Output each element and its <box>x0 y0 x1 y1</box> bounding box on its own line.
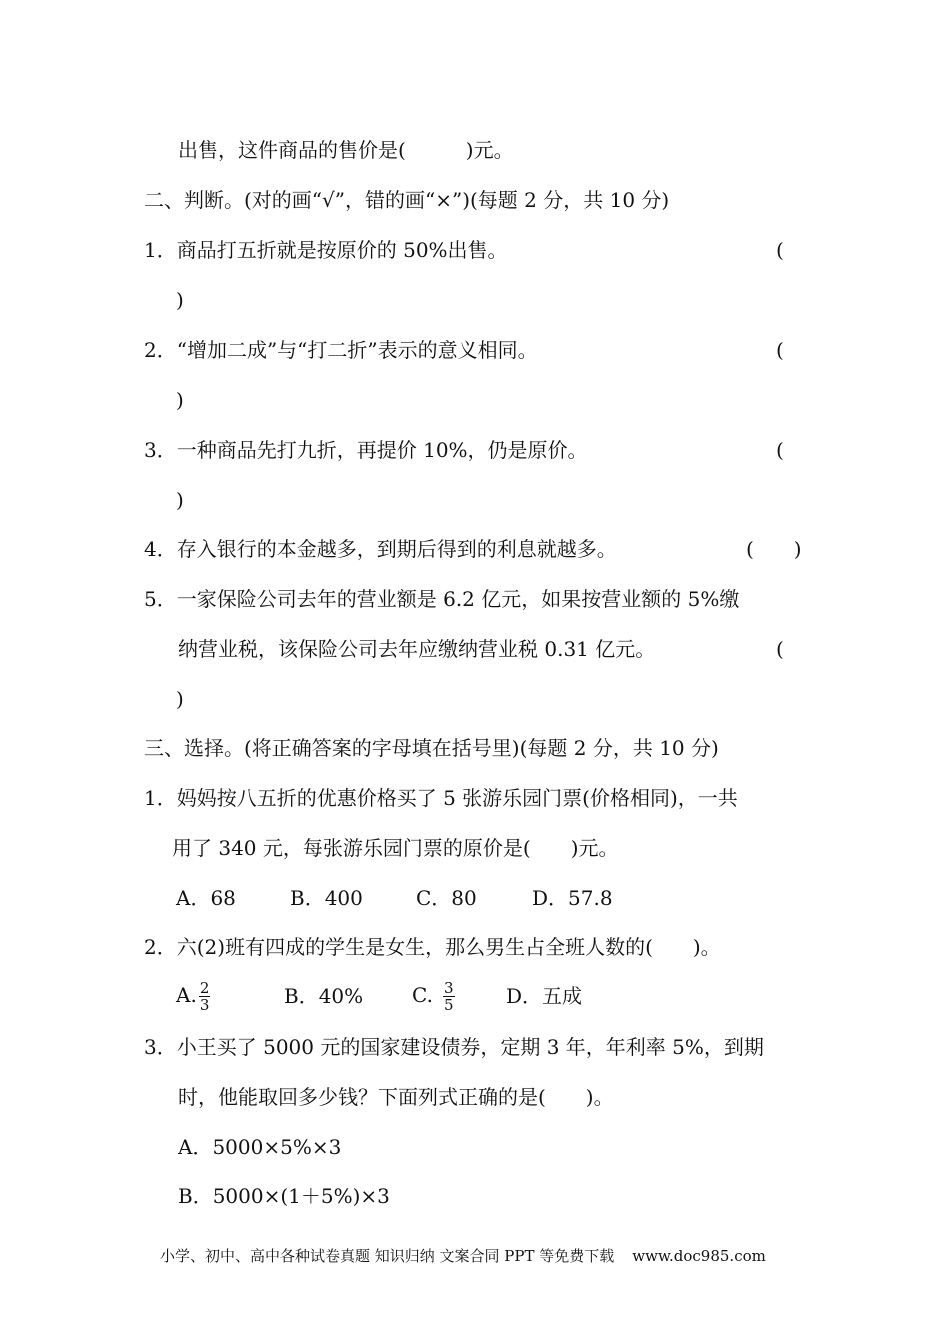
choice-q1-line2: 用了 340 元，每张游乐园门票的原价是( )元。 <box>172 836 619 860</box>
section-one-tail: 出售，这件商品的售价是( )元。 <box>178 138 514 162</box>
judge-item-1-close-bracket: ) <box>176 288 184 312</box>
judge-item-2 <box>144 336 538 364</box>
judge-item-4-number: 4． <box>144 537 177 561</box>
choice-q1 <box>144 784 738 812</box>
choice-q1-option-d: D．57.8 <box>532 886 613 910</box>
choice-q1-option-c: C．80 <box>416 886 477 910</box>
footer-text: 小学、初中、高中各种试卷真题 知识归纳 文案合同 PPT 等免费下载 <box>160 1247 615 1265</box>
choice-q2-option-c-fraction <box>443 980 455 1013</box>
choice-q1-number: 1． <box>144 786 177 810</box>
choice-q2-option-a-numerator: 2 <box>199 979 210 997</box>
judge-item-3 <box>144 436 588 464</box>
choice-q2-option-c-denominator: 5 <box>443 996 454 1014</box>
judge-item-3-number: 3． <box>144 438 177 462</box>
choice-q2-text: 六(2)班有四成的学生是女生，那么男生占全班人数的( )。 <box>176 935 721 959</box>
choice-q2-option-c <box>412 980 457 1013</box>
choice-q3 <box>144 1033 764 1061</box>
judge-item-2-text: “增加二成”与“打二折”表示的意义相同。 <box>176 338 538 362</box>
choice-q2-option-d: D．五成 <box>506 984 583 1008</box>
footer-url[interactable]: www.doc985.com <box>632 1247 766 1265</box>
choice-q2-option-a-denominator: 3 <box>199 996 210 1014</box>
judge-item-5-line2: 纳营业税，该保险公司去年应缴纳营业税 0.31 亿元。 <box>178 637 656 661</box>
choice-q1-option-b: B．400 <box>290 886 363 910</box>
section-three-heading: 三、选择。(将正确答案的字母填在括号里)(每题 2 分，共 10 分) <box>144 736 719 760</box>
judge-item-5-open-bracket: ( <box>776 637 784 661</box>
choice-q2-option-a <box>176 980 212 1013</box>
choice-q2-option-a-fraction <box>199 980 211 1013</box>
judge-item-1-open-bracket: ( <box>776 238 784 262</box>
choice-q3-option-a: A．5000×5%×3 <box>178 1135 342 1159</box>
judge-item-1 <box>144 236 508 264</box>
choice-q3-number: 3． <box>144 1035 177 1059</box>
judge-item-2-open-bracket: ( <box>776 338 784 362</box>
judge-item-5 <box>144 585 739 613</box>
judge-item-1-number: 1． <box>144 238 177 262</box>
page-footer <box>160 1245 766 1267</box>
judge-item-4 <box>144 535 617 563</box>
choice-q3-option-b: B．5000×(1＋5%)×3 <box>178 1184 390 1208</box>
judge-item-1-text: 商品打五折就是按原价的 50%出售。 <box>176 238 508 262</box>
judge-item-3-text: 一种商品先打九折，再提价 10%，仍是原价。 <box>176 438 588 462</box>
judge-item-3-open-bracket: ( <box>776 438 784 462</box>
judge-item-3-close-bracket: ) <box>176 488 184 512</box>
judge-item-5-text: 一家保险公司去年的营业额是 6.2 亿元，如果按营业额的 5%缴 <box>176 587 740 611</box>
choice-q1-option-a: A．68 <box>176 886 236 910</box>
judge-item-5-number: 5． <box>144 587 177 611</box>
judge-item-2-number: 2． <box>144 338 177 362</box>
judge-item-4-bracket: ( ) <box>746 537 802 561</box>
choice-q2-option-c-label: C. <box>412 983 433 1007</box>
choice-q2-option-a-label: A. <box>176 983 197 1007</box>
choice-q3-text: 小王买了 5000 元的国家建设债券，定期 3 年，年利率 5%，到期 <box>176 1035 764 1059</box>
judge-item-2-close-bracket: ) <box>176 388 184 412</box>
judge-item-5-close-bracket: ) <box>176 687 184 711</box>
judge-item-4-text: 存入银行的本金越多，到期后得到的利息就越多。 <box>176 537 617 561</box>
choice-q1-text: 妈妈按八五折的优惠价格买了 5 张游乐园门票(价格相同)，一共 <box>176 786 738 810</box>
choice-q2-option-b: B．40% <box>284 984 364 1008</box>
choice-q2-option-c-numerator: 3 <box>443 979 454 997</box>
choice-q3-line2: 时，他能取回多少钱？下面列式正确的是( )。 <box>178 1085 614 1109</box>
choice-q2 <box>144 933 721 961</box>
section-two-heading: 二、判断。(对的画“√”，错的画“×”)(每题 2 分，共 10 分) <box>144 188 670 212</box>
choice-q2-number: 2． <box>144 935 177 959</box>
